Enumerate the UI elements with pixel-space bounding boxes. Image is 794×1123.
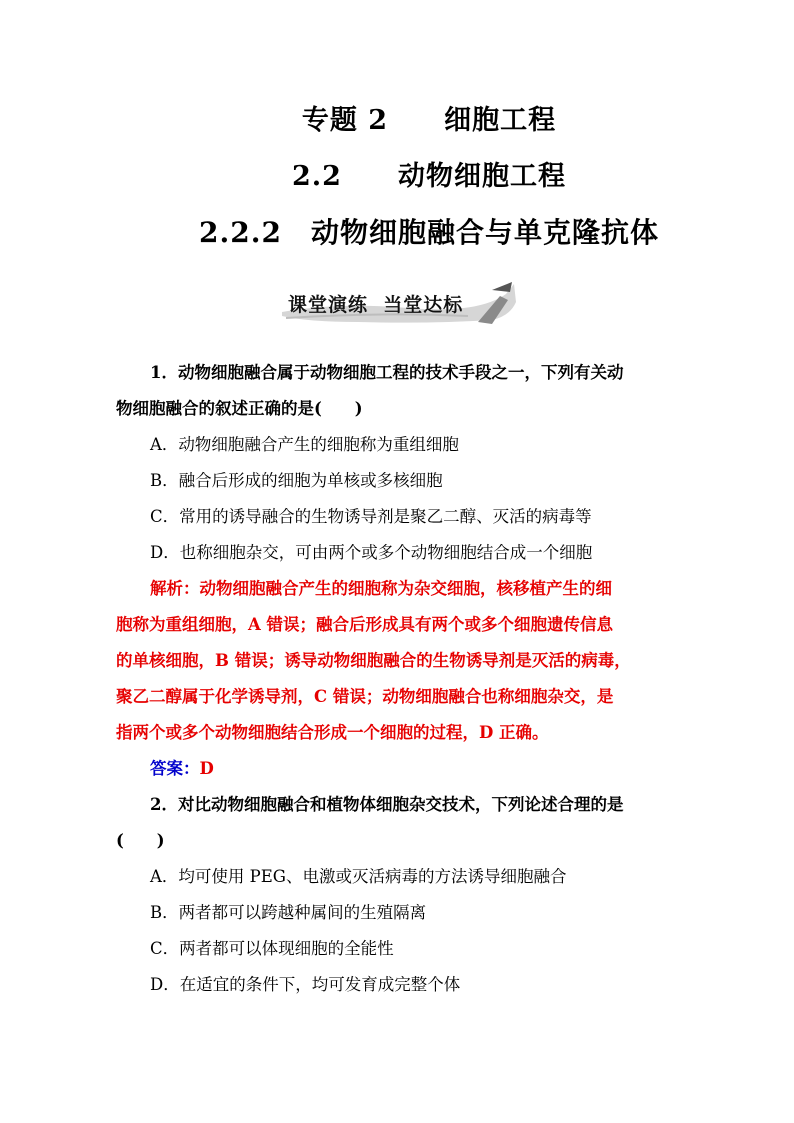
q2-option-b: B．两者都可以跨越种属间的生殖隔离 bbox=[150, 903, 427, 922]
q1-stem-line1: 1．动物细胞融合属于动物细胞工程的技术手段之一，下列有关动 bbox=[150, 363, 624, 382]
answer-value: D bbox=[199, 759, 214, 778]
q2-option-a: A．均可使用 PEG、电激或灭活病毒的方法诱导细胞融合 bbox=[150, 867, 567, 886]
q2-stem-line2: ( ) bbox=[116, 831, 165, 850]
q1-option-d: D．也称细胞杂交，可由两个或多个动物细胞结合成一个细胞 bbox=[150, 543, 593, 562]
q2-stem-line1: 2．对比动物细胞融合和植物体细胞杂交技术，下列论述合理的是 bbox=[150, 795, 624, 814]
topic-title: 专题 2 细胞工程 bbox=[301, 105, 557, 136]
q1-analysis-line1 bbox=[150, 578, 720, 600]
q1-analysis-line4: 聚乙二醇属于化学诱导剂，C 错误；动物细胞融合也称细胞杂交，是 bbox=[116, 687, 614, 706]
q1-option-c: C．常用的诱导融合的生物诱导剂是聚乙二醇、灭活的病毒等 bbox=[150, 507, 592, 526]
q1-stem-line2: 物细胞融合的叙述正确的是( ) bbox=[116, 399, 363, 418]
analysis-text-1: 动物细胞融合产生的细胞称为杂交细胞，核移植产生的细 bbox=[199, 579, 612, 598]
analysis-label: 解析： bbox=[150, 579, 200, 598]
q1-analysis-line2: 胞称为重组细胞，A 错误；融合后形成具有两个或多个细胞遗传信息 bbox=[116, 615, 614, 634]
answer-label: 答案： bbox=[150, 759, 200, 778]
q2-option-c: C．两者都可以体现细胞的全能性 bbox=[150, 939, 394, 958]
q1-option-a: A．动物细胞融合产生的细胞称为重组细胞 bbox=[150, 435, 459, 454]
q2-option-d: D．在适宜的条件下，均可发育成完整个体 bbox=[150, 975, 461, 994]
q1-option-b: B．融合后形成的细胞为单核或多核细胞 bbox=[150, 471, 443, 490]
subsection-title: 2.2.2 动物细胞融合与单克隆抗体 bbox=[199, 216, 659, 249]
practice-banner bbox=[278, 282, 518, 328]
banner-label: 课堂演练 当堂达标 bbox=[288, 294, 464, 316]
q1-answer bbox=[150, 758, 720, 780]
section-title: 2.2 动物细胞工程 bbox=[292, 161, 566, 192]
q1-analysis-line3: 的单核细胞，B 错误；诱导动物细胞融合的生物诱导剂是灭活的病毒， bbox=[116, 651, 631, 670]
q1-analysis-line5: 指两个或多个动物细胞结合形成一个细胞的过程，D 正确。 bbox=[116, 723, 549, 742]
